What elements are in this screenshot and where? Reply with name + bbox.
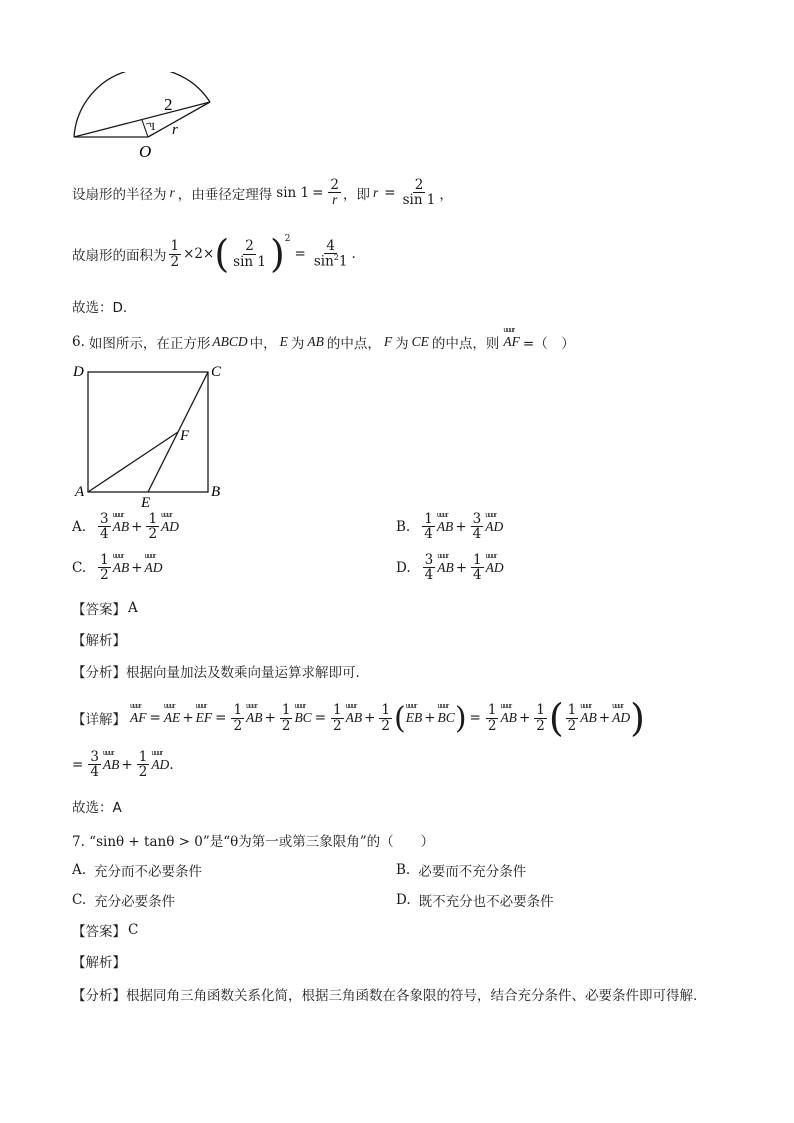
q6-option-c[interactable]: C. $\frac{1}{2}$ uuur AB + uuur AD bbox=[72, 553, 163, 582]
label-2: 2 bbox=[164, 95, 173, 114]
q7-answer: 【答案】 C bbox=[72, 922, 139, 940]
q6-fenxi: 【分析】 根据向量加法及数乘向量运算求解即可. bbox=[72, 665, 360, 681]
q5-line1-then: ，即 bbox=[343, 186, 370, 203]
q5-line2-prefix: 故扇形的面积为 bbox=[72, 248, 167, 264]
q5-line1-prefix: 设扇形的半径为 bbox=[72, 186, 167, 203]
q5-frac-4-sin2: $\frac{4}{\sin^21}$ bbox=[313, 238, 348, 270]
label-1: 1 bbox=[150, 119, 156, 133]
q7-option-a[interactable]: A. 充分而不必要条件 bbox=[72, 862, 203, 880]
label-A: A bbox=[75, 484, 85, 500]
q5-frac-2-sin1-b: $\frac{2}{\sin 1}$ bbox=[233, 238, 266, 270]
q5-line1-mid: ，由垂径定理得 bbox=[177, 186, 273, 203]
q7-jiexi: 【解析】 bbox=[72, 955, 126, 971]
q6-final: 故选：A bbox=[72, 800, 122, 816]
q7-option-b[interactable]: B. 必要而不充分条件 bbox=[396, 862, 527, 880]
sector-figure bbox=[66, 72, 226, 162]
q5-frac-2-sin1: $\frac{2}{\sin 1}$ bbox=[402, 177, 436, 209]
q5-eq1: = bbox=[312, 184, 324, 201]
q6-answer: 【答案】 A bbox=[72, 600, 138, 618]
q7-option-d[interactable]: D. 既不充分也不必要条件 bbox=[396, 892, 554, 910]
q6-option-b[interactable]: B. $\frac{1}{4}$ uuur AB + $\frac{3}{4}$ uuur AD bbox=[396, 512, 503, 541]
q6-xiangjie-line1: 【详解】 uuur AF = uuur AE + uuur EF = $\frac{1}{2}$ uuur AB + $\frac{1}{2}$ uuur BC = $\frac{1}{2}$ uuur AB + $\frac{1}{2}$ ( uuur EB + uuur BC ) = $\frac{1}{2}$ uuur AB + $\frac{1}{2}$ ( $\frac{1}{2}$ uuur AB + uuur AD ) bbox=[72, 696, 645, 740]
label-D: D bbox=[73, 364, 84, 380]
label-r: r bbox=[172, 122, 178, 138]
label-E: E bbox=[141, 495, 151, 510]
q6-option-d[interactable]: D. $\frac{3}{4}$ uuur AB + $\frac{1}{4}$ uuur AD bbox=[396, 553, 504, 582]
q7-stem: 7. “sinθ + tanθ > 0”是“θ为第一或第三象限角”的（ ） bbox=[72, 834, 435, 850]
q6-stem: 6. 如图所示，在正方形 ABCD 中， E 为 AB 的中点， F 为 CE 的中点，则 uuur AF =（ ） bbox=[72, 332, 575, 352]
q7-option-c[interactable]: C. 充分必要条件 bbox=[72, 892, 176, 910]
q6-jiexi: 【解析】 bbox=[72, 633, 126, 649]
q5-frac-half: $\frac{1}{2}$ bbox=[170, 238, 180, 270]
q5-frac-2-r: $\frac{2}{r}$ bbox=[330, 177, 339, 208]
label-F: F bbox=[180, 428, 190, 444]
q5-sin1: sin 1 bbox=[276, 184, 310, 201]
label-B: B bbox=[211, 484, 221, 500]
q5-answer: 故选：D. bbox=[72, 300, 128, 316]
square-figure bbox=[70, 360, 230, 510]
q5-line1: 设扇形的半径为 r ，由垂径定理得 sin 1 = $\frac{2}{r}$ ，即 r = $\frac{2}{\sin 1}$ ， bbox=[72, 177, 453, 209]
q6-xiangjie-line2: = $\frac{3}{4}$ uuur AB + $\frac{1}{2}$ uuur AD . bbox=[72, 750, 174, 779]
q5-r: r bbox=[169, 184, 175, 200]
q6-option-a[interactable]: A. $\frac{3}{4}$ uuur AB + $\frac{1}{2}$ uuur AD bbox=[72, 512, 179, 541]
q5-line2: 故扇形的面积为 $\frac{1}{2}$ ×2× ( $\frac{2}{\sin 1}$ ) 2 = $\frac{4}{\sin^21}$ . bbox=[72, 232, 356, 276]
label-O: O bbox=[139, 142, 152, 161]
label-C: C bbox=[211, 364, 222, 380]
q7-fenxi: 【分析】 根据同角三角函数关系化简，根据三角函数在各象限的符号，结合充分条件、必要条件即可得解. bbox=[72, 988, 698, 1004]
